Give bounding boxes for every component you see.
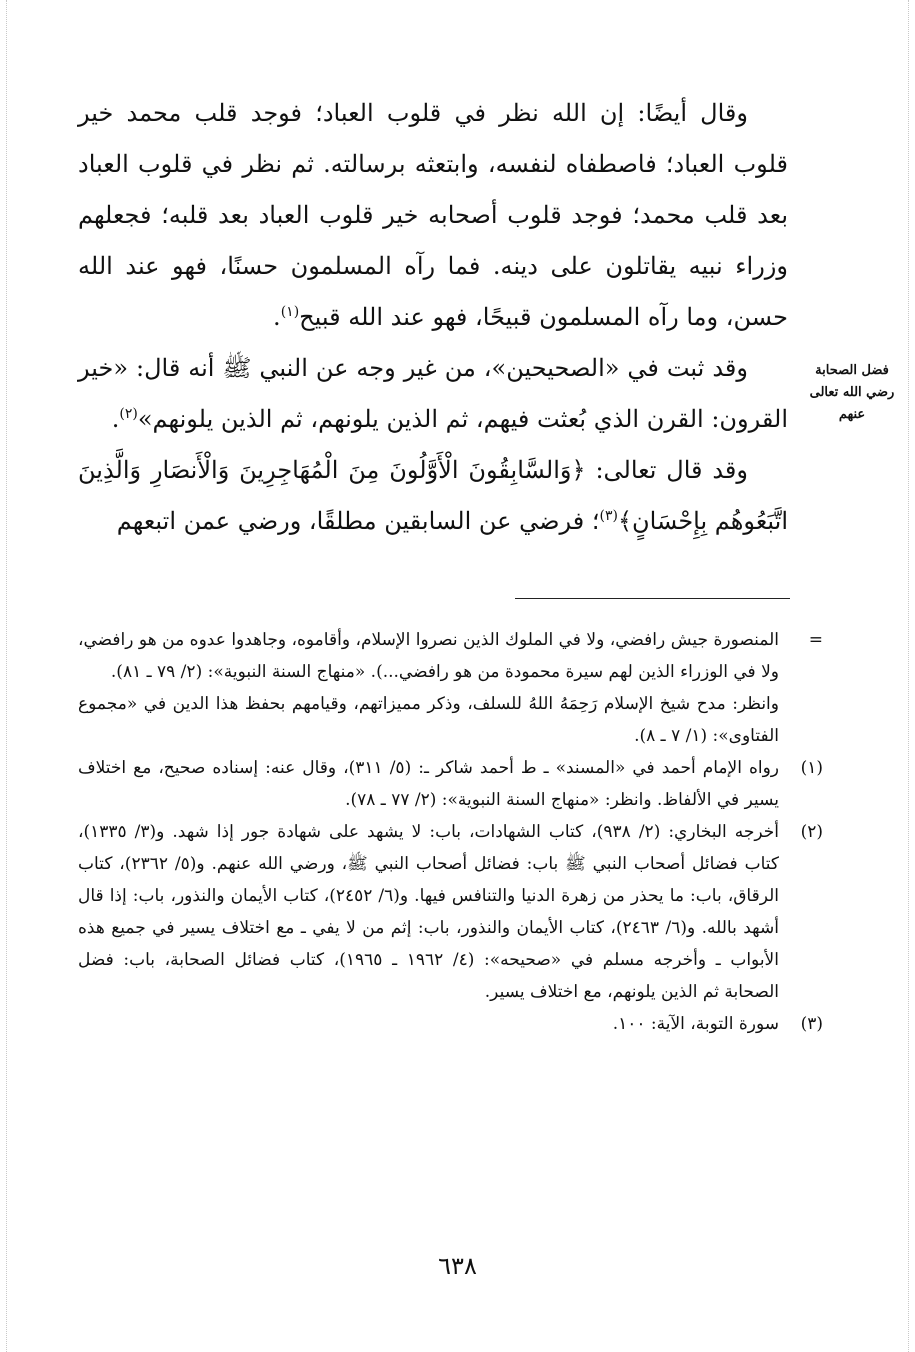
paragraph-1 (78, 88, 788, 343)
footnote-3 (78, 1008, 823, 1040)
footnote-2 (78, 816, 823, 1008)
paragraph-3-intro: وقد قال تعالى: (595, 456, 748, 484)
paragraph-3 (78, 445, 788, 547)
paragraph-2-text: وقد ثبت في «الصحيحين»، من غير وجه عن النبي ﷺ أنه قال: «خير القرون: القرن الذي بُعثت فيهم، ثم الذين يلونهم، ثم الذين يلونهم» (78, 354, 788, 433)
margin-heading-line-1: فضل الصحابة (815, 363, 889, 378)
continuation-body (78, 624, 779, 752)
continuation-mark: = (808, 630, 823, 650)
footnote-3-text: سورة التوبة، الآية: ١٠٠. (612, 1014, 779, 1034)
paragraph-2 (78, 343, 788, 445)
continuation-paragraph-1: المنصورة جيش رافضي، ولا في الملوك الذين نصروا الإسلام، وأقاموه، وجاهدوا عدوه من هو رافضي، ولا في الوزراء الذين لهم سيرة محمودة من هو رافضي...). «منهاج السنة النبوية»: (٢/ ٧٩ ـ ٨١). (78, 630, 779, 682)
footnote-1 (78, 752, 823, 816)
footnote-1-text: رواه الإمام أحمد في «المسند» ـ ط أحمد شاكر ـ: (٥/ ٣١١)، وقال عنه: إسناده صحيح، مع اختلاف يسير في الألفاظ. وانظر: «منهاج السنة النبوية»: (٢/ ٧٧ ـ ٧٨). (78, 758, 779, 810)
footnote-1-number: (١) (800, 758, 823, 778)
margin-heading-line-2: رضي الله تعالى عنهم (809, 385, 895, 422)
continuation-paragraph-2: وانظر: مدح شيخ الإسلام رَحِمَهُ اللهُ للسلف، وذكر مميزاتهم، وقيامهم بحفظ هذا الدين في «مجموع الفتاوى»: (١/ ٧ ـ ٨). (78, 694, 779, 746)
margin-heading (796, 360, 908, 426)
footnote-ref-1[interactable]: (١) (280, 304, 300, 320)
paragraph-2-end: . (111, 405, 120, 433)
footnotes (78, 624, 823, 1040)
paragraph-3-text: ؛ فرضي عن السابقين مطلقًا، ورضي عمن اتبعهم (116, 507, 600, 535)
right-dotted-margin (908, 0, 909, 1352)
footnote-ref-3[interactable]: (٣) (599, 508, 618, 524)
paragraph-1-end: . (273, 303, 281, 331)
footnote-separator (515, 598, 790, 599)
footnote-2-number: (٢) (800, 822, 823, 842)
footnote-3-number: (٣) (800, 1014, 823, 1034)
footnote-2-text: أخرجه البخاري: (٢/ ٩٣٨)، كتاب الشهادات، باب: لا يشهد على شهادة جور إذا شهد. و(٣/ ١٣٣٥)، كتاب فضائل أصحاب النبي ﷺ باب: فضائل أصحاب النبي ﷺ، ورضي الله عنهم. و(٥/ ٢٣٦٢)، كتاب الرقاق، باب: ما يحذر من زهرة الدنيا والتنافس فيها. و(٦/ ٢٤٥٢)، كتاب الأيمان والنذور، باب: إذا قال أشهد بالله. و(٦/ ٢٤٦٣)، كتاب الأيمان والنذور، باب: إثم من لا يفي ـ مع اختلاف يسير في جميع هذه الأبواب ـ وأخرجه مسلم في «صحيحه»: (٤/ ١٩٦٢ ـ ١٩٦٥)، كتاب فضائل الصحابة، باب: فضل الصحابة ثم الذين يلونهم، مع اختلاف يسير. (78, 822, 779, 1002)
left-dotted-margin (6, 0, 7, 1352)
footnote-continuation (78, 624, 823, 752)
main-text (78, 88, 788, 547)
page-number: ٦٣٨ (438, 1252, 477, 1280)
paragraph-1-text: وقال أيضًا: إن الله نظر في قلوب العباد؛ فوجد قلب محمد خير قلوب العباد؛ فاصطفاه لنفسه، وابتعثه برسالته. ثم نظر في قلوب العباد بعد قلب محمد؛ فوجد قلوب أصحابه خير قلوب العباد بعد قلبه؛ فجعلهم وزراء نبيه يقاتلون على دينه. فما رآه المسلمون حسنًا، فهو عند الله حسن، وما رآه المسلمون قبيحًا، فهو عند الله قبيح (78, 99, 789, 331)
footnote-ref-2[interactable]: (٢) (119, 406, 138, 422)
quran-verse: ﴿وَالسَّابِقُونَ الْأَوَّلُونَ مِنَ الْمُهَاجِرِينَ وَالْأَنصَارِ وَالَّذِينَ اتَّبَعُوهُم بِإِحْسَانٍ﴾ (78, 456, 788, 535)
